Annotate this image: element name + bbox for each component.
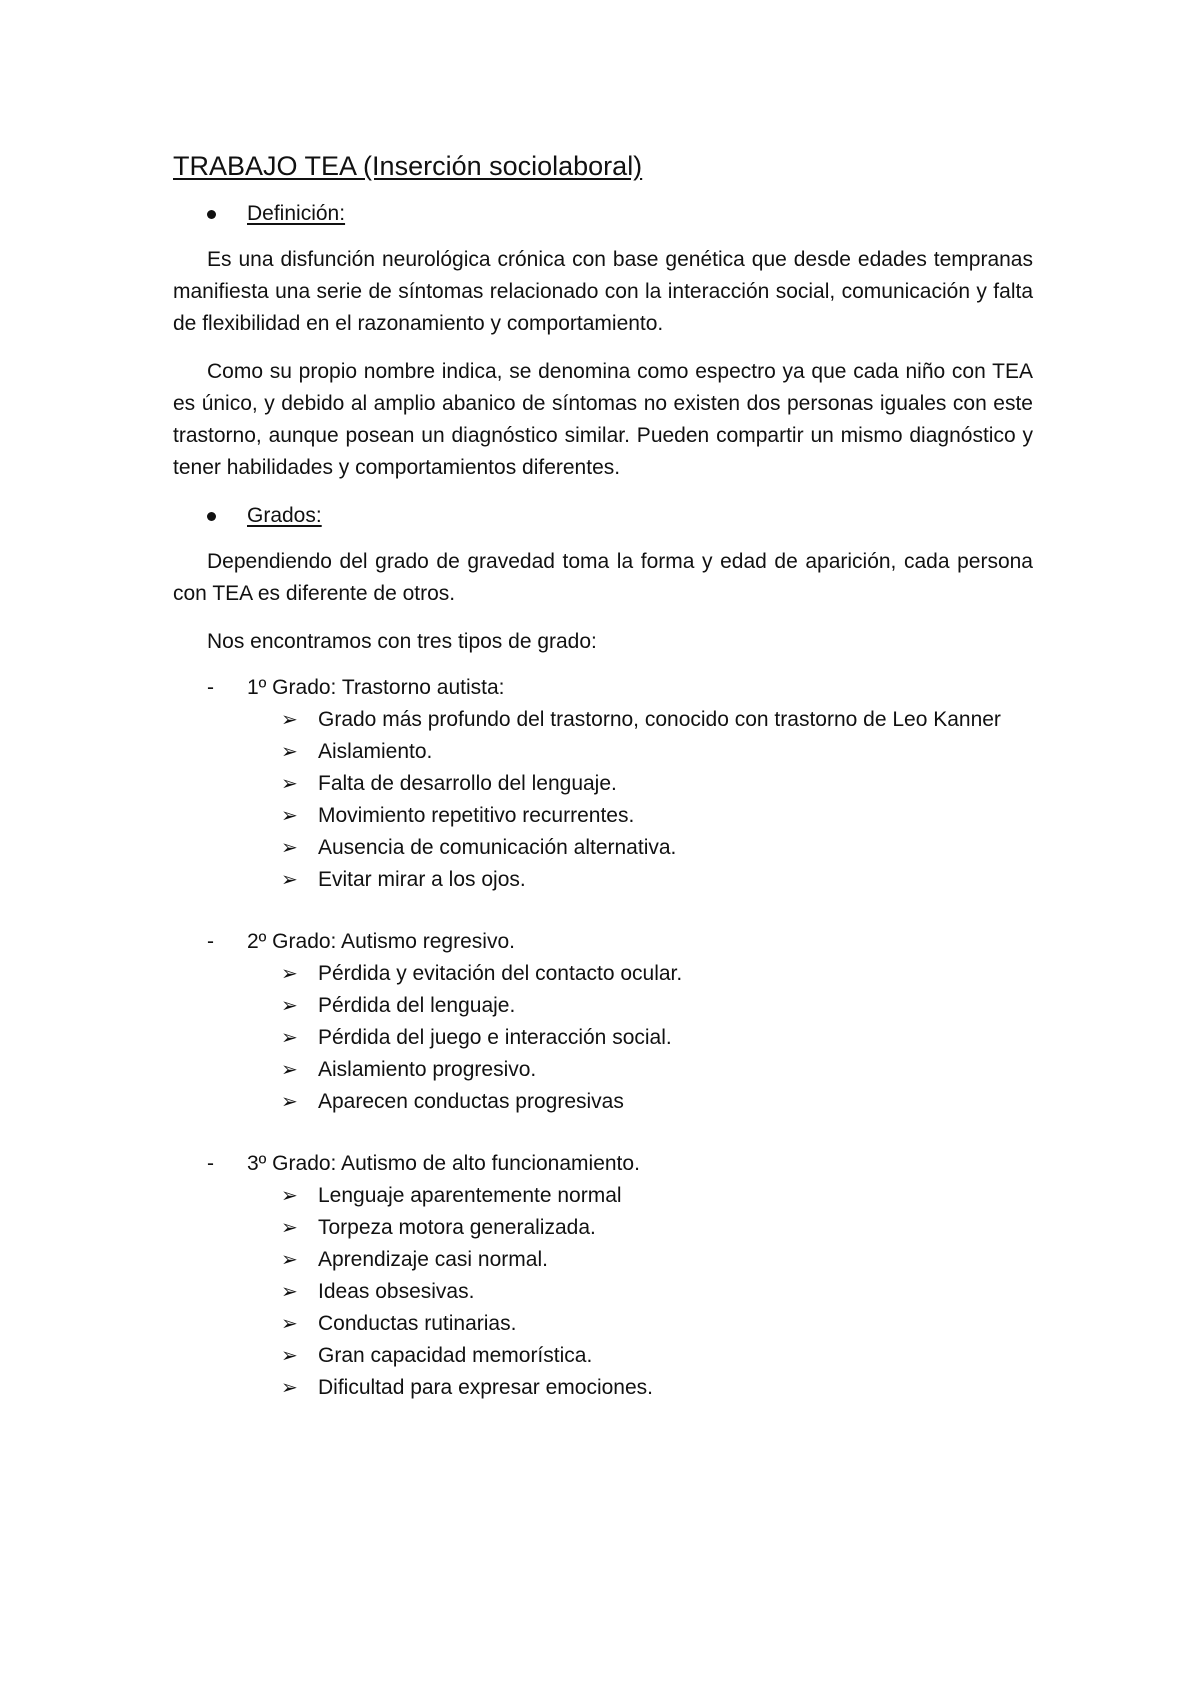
list-item — [173, 1180, 1033, 1212]
arrow-bullet-icon: ➢ — [281, 1249, 298, 1271]
paragraph-grados-1: Dependiendo del grado de gravedad toma la forma y edad de aparición, cada persona con TEA es diferente de otros. — [173, 550, 1033, 605]
arrow-bullet-icon: ➢ — [281, 995, 298, 1017]
grados-intro: Nos encontramos con tres tipos de grado: — [207, 630, 597, 653]
list-item — [173, 1086, 1033, 1118]
list-item — [173, 832, 1033, 864]
list-item-text: Aparecen conductas progresivas — [318, 1090, 624, 1113]
list-item — [173, 864, 1033, 896]
dash-icon: - — [207, 1152, 214, 1175]
arrow-bullet-icon: ➢ — [281, 1313, 298, 1335]
list-item — [173, 1054, 1033, 1086]
list-item-text: Dificultad para expresar emociones. — [318, 1376, 653, 1399]
list-item — [173, 1276, 1033, 1308]
list-item-text: Ausencia de comunicación alternativa. — [318, 836, 677, 859]
document-body — [173, 148, 1033, 1434]
arrow-bullet-icon: ➢ — [281, 1185, 298, 1207]
list-item — [173, 1372, 1033, 1404]
grade-block — [173, 1148, 1033, 1404]
list-item — [173, 704, 1033, 736]
grade-label: 1º Grado: Trastorno autista: — [247, 676, 505, 699]
list-item — [173, 800, 1033, 832]
list-item-text: Evitar mirar a los ojos. — [318, 868, 526, 891]
arrow-bullet-icon: ➢ — [281, 741, 298, 763]
grade-block — [173, 926, 1033, 1118]
list-item-text: Movimiento repetitivo recurrentes. — [318, 804, 635, 827]
list-item-text: Torpeza motora generalizada. — [318, 1216, 596, 1239]
list-item — [173, 958, 1033, 990]
paragraph-definition-2: Como su propio nombre indica, se denomina como espectro ya que cada niño con TEA es único, y debido al amplio abanico de síntomas no existen dos personas iguales con este trastorno, aunque posean un diagnóstico similar. Pueden compartir un mismo diagnóstico y tener habilidades y comportamientos diferentes. — [173, 360, 1033, 479]
section-heading-definicion — [173, 198, 1033, 230]
list-item-text: Aislamiento progresivo. — [318, 1058, 537, 1081]
arrow-bullet-icon: ➢ — [281, 1281, 298, 1303]
list-item — [173, 736, 1033, 768]
dash-icon: - — [207, 676, 214, 699]
grades-list — [173, 672, 1033, 1404]
grade-label: 2º Grado: Autismo regresivo. — [247, 930, 515, 953]
grade-block — [173, 672, 1033, 896]
list-item — [173, 1022, 1033, 1054]
grade-heading — [173, 926, 1033, 958]
grade-label: 3º Grado: Autismo de alto funcionamiento. — [247, 1152, 640, 1175]
arrow-bullet-icon: ➢ — [281, 963, 298, 985]
arrow-bullet-icon: ➢ — [281, 1059, 298, 1081]
list-item-text: Pérdida y evitación del contacto ocular. — [318, 962, 683, 985]
arrow-bullet-icon: ➢ — [281, 805, 298, 827]
list-item-text: Aislamiento. — [318, 740, 433, 763]
arrow-bullet-icon: ➢ — [281, 1217, 298, 1239]
section-heading-label: Grados: — [247, 504, 322, 527]
document-title: TRABAJO TEA (Inserción sociolaboral) — [173, 151, 643, 181]
grade-heading — [173, 1148, 1033, 1180]
arrow-bullet-icon: ➢ — [281, 709, 298, 731]
list-item — [173, 1212, 1033, 1244]
section-heading-label: Definición: — [247, 202, 346, 225]
arrow-bullet-icon: ➢ — [281, 773, 298, 795]
arrow-bullet-icon: ➢ — [281, 1377, 298, 1399]
list-item-text: Pérdida del juego e interacción social. — [318, 1026, 672, 1049]
arrow-bullet-icon: ➢ — [281, 869, 298, 891]
list-item — [173, 1340, 1033, 1372]
arrow-bullet-icon: ➢ — [281, 837, 298, 859]
dash-icon: - — [207, 930, 214, 953]
grade-heading — [173, 672, 1033, 704]
bullet-icon — [207, 512, 216, 521]
arrow-bullet-icon: ➢ — [281, 1027, 298, 1049]
list-item-text: Conductas rutinarias. — [318, 1312, 517, 1335]
paragraph-definition-1: Es una disfunción neurológica crónica con base genética que desde edades tempranas manifiesta una serie de síntomas relacionado con la interacción social, comunicación y falta de flexibilidad en el razonamiento y comportamiento. — [173, 248, 1033, 335]
list-item-text: Lenguaje aparentemente normal — [318, 1184, 622, 1207]
section-heading-grados — [173, 500, 1033, 532]
list-item — [173, 1244, 1033, 1276]
list-item-text: Grado más profundo del trastorno, conocido con trastorno de Leo Kanner — [318, 708, 1001, 731]
list-item-text: Gran capacidad memorística. — [318, 1344, 593, 1367]
arrow-bullet-icon: ➢ — [281, 1345, 298, 1367]
list-item-text: Aprendizaje casi normal. — [318, 1248, 548, 1271]
arrow-bullet-icon: ➢ — [281, 1091, 298, 1113]
list-item — [173, 768, 1033, 800]
list-item — [173, 1308, 1033, 1340]
bullet-icon — [207, 210, 216, 219]
list-item-text: Ideas obsesivas. — [318, 1280, 475, 1303]
list-item-text: Falta de desarrollo del lenguaje. — [318, 772, 617, 795]
list-item — [173, 990, 1033, 1022]
list-item-text: Pérdida del lenguaje. — [318, 994, 516, 1017]
